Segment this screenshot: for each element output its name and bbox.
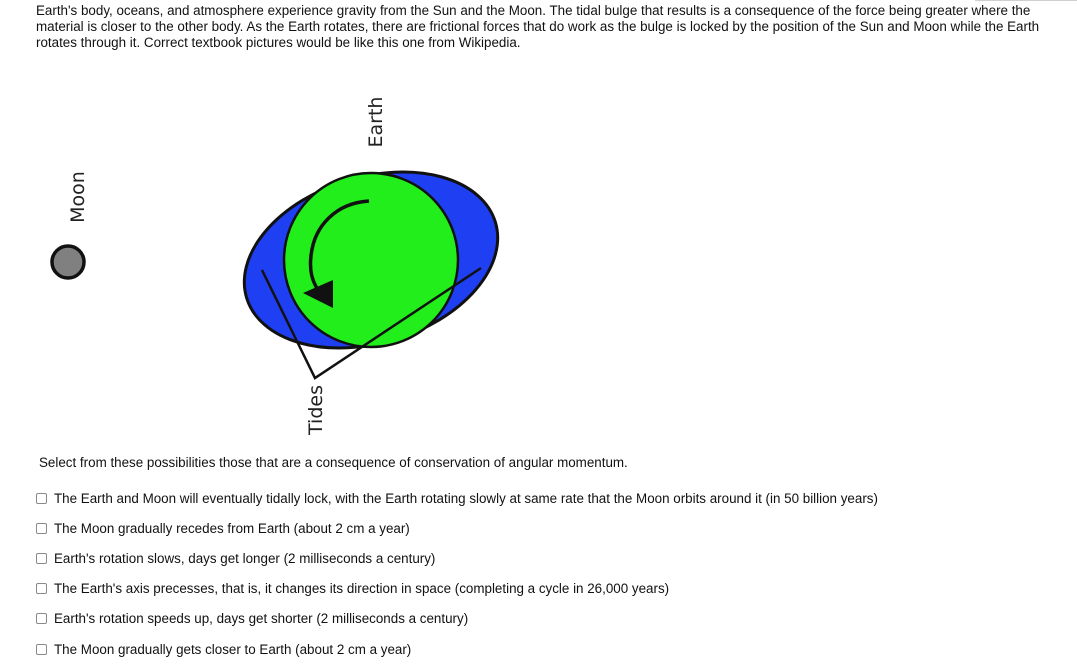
top-divider: [975, 0, 1077, 1]
earth-label: Earth: [365, 96, 387, 148]
option-checkbox[interactable]: [36, 613, 47, 624]
answer-option[interactable]: [36, 543, 878, 573]
intro-paragraph: Earth's body, oceans, and atmosphere experience gravity from the Sun and the Moon. The tidal bulge that results is a consequence of the force being greater where the material is closer to the other body. As the Earth rotates, there are frictional forces that do work as the bulge is locked by the position of the Sun and Moon while the Earth rotates through it. Correct textbook pictures would be like this one from Wikipedia.: [36, 3, 1040, 50]
option-label[interactable]: The Earth's axis precesses, that is, it changes its direction in space (completing a cycle in 26,000 years): [54, 581, 670, 597]
option-checkbox[interactable]: [36, 553, 47, 564]
answer-options-list: [36, 483, 878, 664]
moon-circle: [52, 246, 84, 278]
question-prompt: Select from these possibilities those that are a consequence of conservation of angular momentum.: [39, 455, 628, 470]
option-checkbox[interactable]: [36, 523, 47, 534]
answer-option[interactable]: [36, 604, 878, 634]
option-checkbox[interactable]: [36, 493, 47, 504]
tidal-bulge-drawing: [36, 80, 516, 450]
option-label[interactable]: The Earth and Moon will eventually tidally lock, with the Earth rotating slowly at same rate that the Moon orbits around it (in 50 billion years): [54, 490, 878, 506]
option-label[interactable]: The Moon gradually recedes from Earth (about 2 cm a year): [54, 520, 410, 536]
tides-label: Tides: [305, 385, 327, 435]
option-label[interactable]: Earth's rotation speeds up, days get shorter (2 milliseconds a century): [54, 611, 469, 627]
answer-option[interactable]: [36, 513, 878, 543]
answer-option[interactable]: [36, 483, 878, 513]
moon-label: Moon: [67, 171, 89, 223]
answer-option[interactable]: [36, 634, 878, 664]
option-checkbox[interactable]: [36, 644, 47, 655]
answer-option[interactable]: [36, 574, 878, 604]
option-label[interactable]: The Moon gradually gets closer to Earth (about 2 cm a year): [54, 641, 412, 657]
option-label[interactable]: Earth's rotation slows, days get longer (2 milliseconds a century): [54, 550, 436, 566]
tidal-bulge-diagram: [36, 80, 516, 450]
option-checkbox[interactable]: [36, 583, 47, 594]
